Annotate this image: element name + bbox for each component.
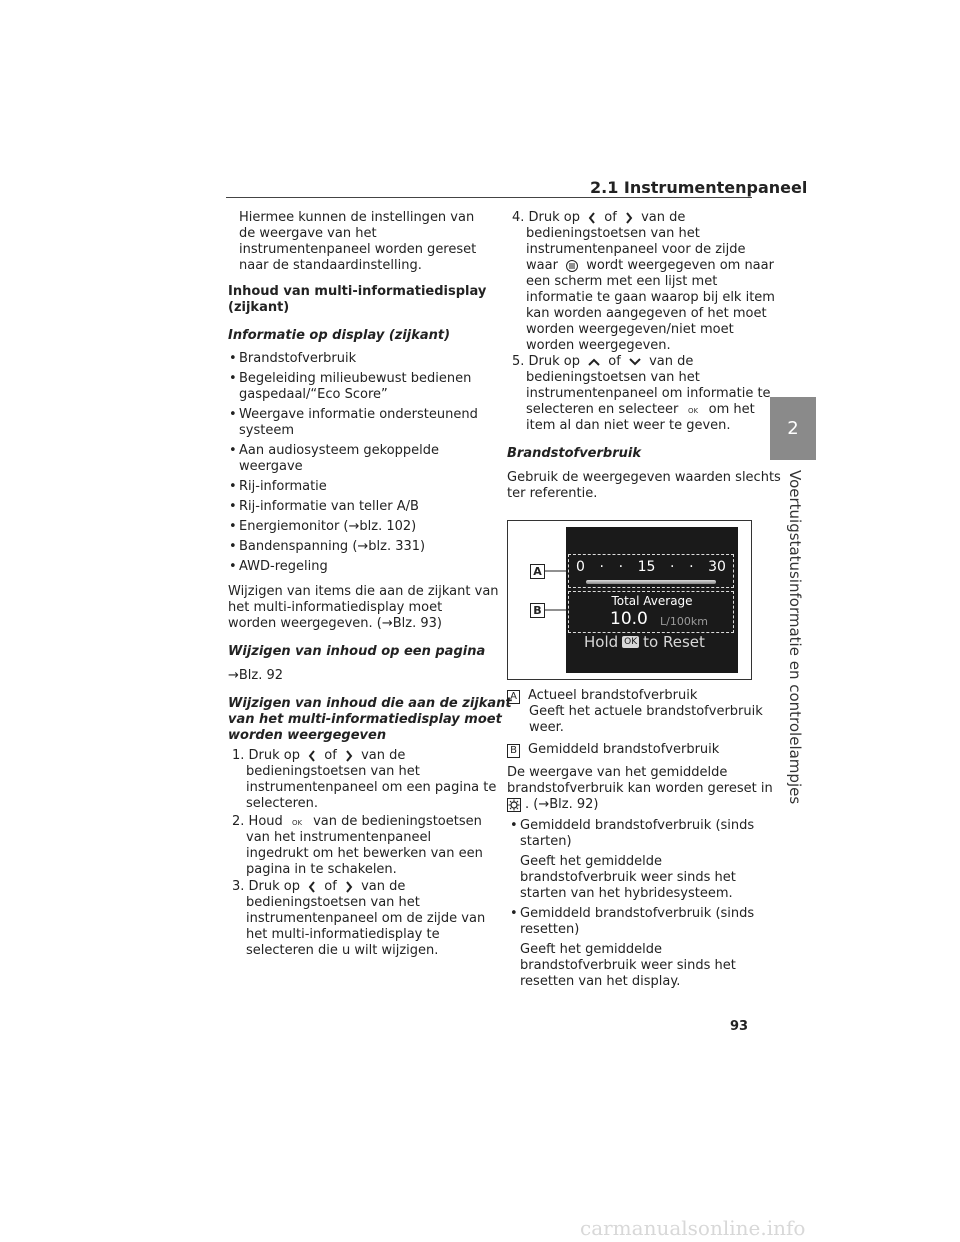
heading-change-side: Wijzigen van inhoud die aan de zijkant van het multi-informatiedisplay moet worden weergegeven [228, 696, 512, 743]
menu-list-icon [566, 260, 578, 272]
svg-text:OK: OK [687, 406, 698, 415]
ok-icon [291, 817, 305, 827]
svg-text:OK: OK [291, 818, 303, 827]
average-reset-note: De weergave van het gemiddelde brandstofverbruik kan worden gereset in . (→Blz. 92) [507, 765, 773, 812]
intro-text: Hiermee kunnen de instellingen van de weergave van het instrumentenpaneel worden gereset naar de standaardinstelling. [239, 210, 477, 273]
fuel-bar [586, 580, 716, 584]
scale-tick-label: 0 [576, 559, 585, 575]
chevron-left-icon [308, 881, 316, 893]
chevron-right-icon [625, 212, 633, 224]
ok-icon: OK [624, 637, 638, 647]
watermark: carmanualsonline.info [580, 1216, 806, 1240]
reset-hint: Hold OK to Reset [584, 633, 705, 651]
step-2: 2. Houd OK van de bedieningstoetsen van het instrumentenpaneel ingedrukt om het bewerken van een pagina in te schakelen. [232, 814, 483, 877]
legend-b: B Gemiddeld brandstofverbruik [507, 742, 719, 758]
list-item: • Brandstofverbruik [239, 351, 478, 367]
average-value: 10.0 [610, 609, 648, 629]
step-5: 5. Druk op of van de bedieningstoetsen van het instrumentenpaneel om informatie te selecteren en selecteer OK om het item al dan niet weer te geven. [512, 354, 771, 433]
change-side-text: Wijzigen van items die aan de zijkant van het multi-informatiedisplay moet worden weergegeven. (→Blz. 93) [228, 584, 499, 631]
heading-info-display: Informatie op display (zijkant) [228, 328, 451, 343]
mid-display [566, 527, 738, 673]
chevron-left-icon [308, 750, 316, 762]
header-rule [226, 197, 752, 198]
section-title: 2.1 Instrumentenpaneel [590, 178, 808, 197]
legend-key-a: A [507, 690, 520, 704]
page-number: 93 [730, 1019, 749, 1034]
list-item: • Begeleiding milieubewust bedienen gaspedaal/“Eco Score” [239, 371, 478, 403]
chapter-tab: 2 [770, 397, 816, 460]
scale-dot: · [618, 559, 624, 575]
average-list [520, 818, 754, 990]
heading-change-page: Wijzigen van inhoud op een pagina [228, 644, 486, 659]
reference-note: Gebruik de weergegeven waarden slechts ter referentie. [507, 470, 781, 501]
scale-tick-label: 15 [637, 559, 656, 575]
list-item: • Bandenspanning (→blz. 331) [239, 539, 478, 555]
list-item: • Gemiddeld brandstofverbruik (sinds resetten) Geeft het gemiddelde brandstofverbruik weer sinds het resetten van het display. [520, 906, 754, 990]
list-item: • Energiemonitor (→blz. 102) [239, 519, 478, 535]
list-item: • Gemiddeld brandstofverbruik (sinds starten) Geeft het gemiddelde brandstofverbruik weer sinds het starten van het hybridesysteem. [520, 818, 754, 902]
chevron-right-icon [345, 750, 353, 762]
scale-dot: · [689, 559, 694, 575]
chevron-down-icon [629, 358, 641, 366]
heading-fuel: Brandstofverbruik [507, 446, 641, 461]
info-list [239, 351, 478, 579]
total-average-label: Total Average [611, 594, 693, 608]
list-item: • Rij-informatie van teller A/B [239, 499, 478, 515]
step-3: 3. Druk op of van de bedieningstoetsen van het instrumentenpaneel om de zijde van het multi-informatiedisplay te selecteren die u wilt wijzigen. [232, 879, 486, 958]
ok-icon [687, 405, 701, 415]
chevron-right-icon [345, 881, 353, 893]
legend-key-b: B [507, 744, 520, 758]
chevron-left-icon [588, 212, 596, 224]
settings-icon [507, 798, 521, 812]
list-item: • AWD-regeling [239, 559, 478, 575]
list-item: • Aan audiosysteem gekoppelde weergave [239, 443, 478, 475]
scale-dot: · [599, 559, 604, 575]
callout-a: A [530, 564, 545, 579]
page-ref: →Blz. 92 [228, 668, 284, 683]
legend-a: A Actueel brandstofverbruik Geeft het actuele brandstofverbruik weer. [507, 688, 763, 736]
fuel-display-figure [507, 520, 752, 680]
step-4: 4. Druk op of van de bedieningstoetsen van het instrumentenpaneel voor de zijde waar wordt weergegeven om naar een scherm met een lijst met informatie te gaan waarop bij elk item kan worden aangegeven of het moet worden weergegeven/niet moet worden weergegeven. [512, 210, 775, 353]
list-item: • Weergave informatie ondersteunend systeem [239, 407, 478, 439]
fuel-scale [576, 559, 726, 575]
chapter-title: Voertuigstatusinformatie en controlelampjes [786, 470, 804, 805]
list-item: • Rij-informatie [239, 479, 478, 495]
average-unit: L/100km [660, 615, 708, 628]
chevron-up-icon [588, 358, 600, 366]
callout-b: B [530, 603, 545, 618]
scale-dot: · [670, 559, 675, 575]
scale-tick-label: 30 [708, 559, 726, 575]
heading-contents: Inhoud van multi-informatiedisplay (zijkant) [228, 284, 487, 315]
step-1: 1. Druk op of van de bedieningstoetsen van het instrumentenpaneel om een pagina te selecteren. [232, 748, 497, 811]
